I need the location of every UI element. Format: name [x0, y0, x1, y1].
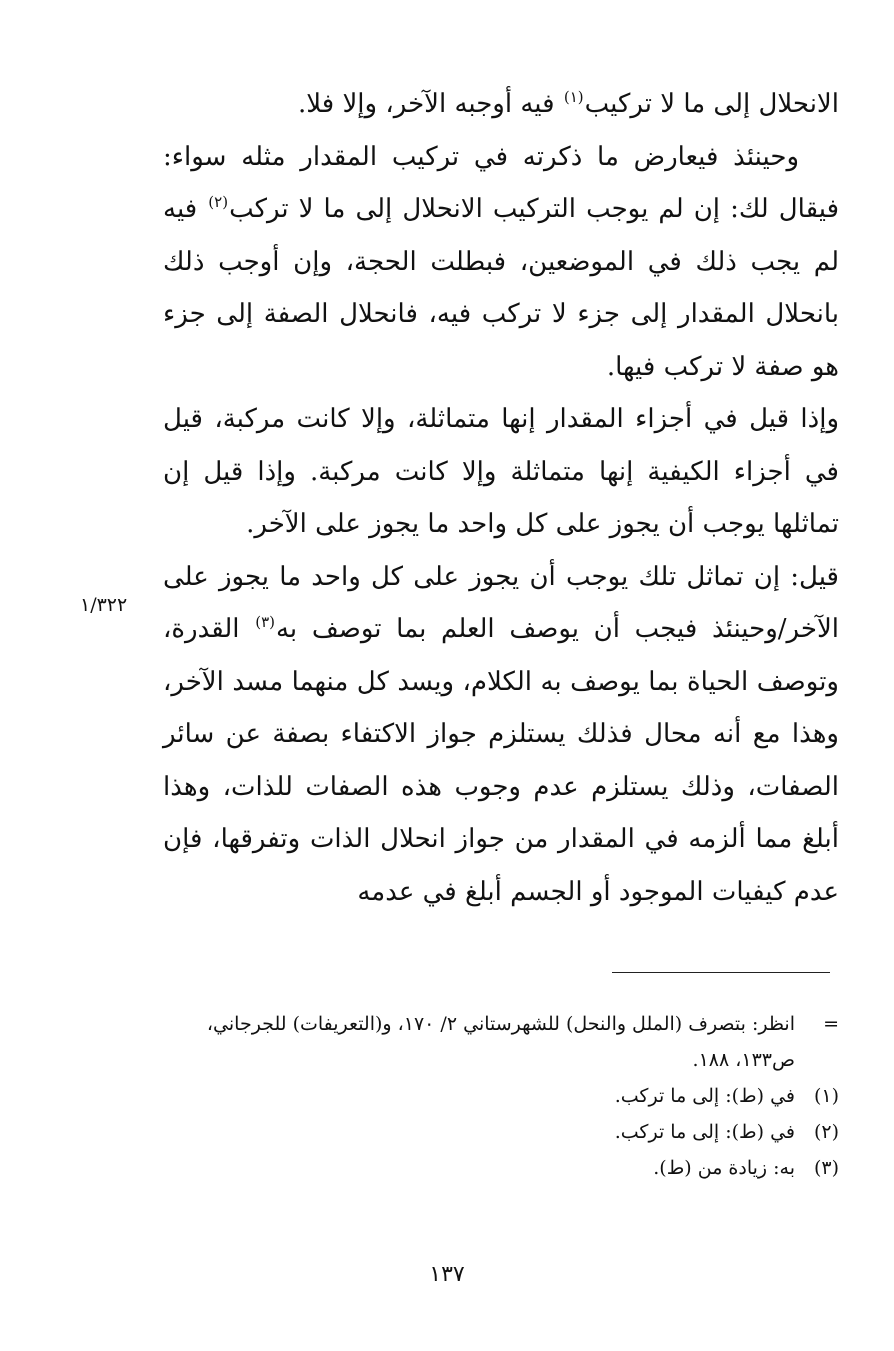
continuation-text: انظر: بتصرف (الملل والنحل) للشهرستاني ٢/ ١٧٠، و(التعريفات) للجرجاني، ص١٣٣، ١٨٨.	[206, 1013, 795, 1071]
paragraph-1-text: الانحلال إلى ما لا تركيب	[584, 89, 839, 119]
footnote-number: (٢)	[813, 1121, 839, 1143]
paragraph-2-text: وحينئذ فيعارض ما ذكرته في تركيب المقدار مثله سواء: فيقال لك: إن لم يوجب التركيب الانحلال إلى ما لا تركب	[163, 141, 840, 224]
main-text	[163, 78, 839, 918]
paragraph-2-text-cont: فيه لم يجب ذلك في الموضعين، فبطلت الحجة، وإن أوجب ذلك بانحلال المقدار إلى جزء لا تركب فيه، فانحلال الصفة إلى جزء هو صفة لا تركب فيها.	[163, 194, 839, 382]
paragraph-4-text: قيل: إن تماثل تلك يوجب أن يجوز على كل واحد ما يجوز على الآخر/وحينئذ فيجب أن يوصف العلم بما توصف به	[163, 561, 839, 644]
paragraph-2	[163, 131, 839, 394]
footnote-text: به: زيادة من (ط).	[653, 1157, 795, 1179]
footnote-ref-2[interactable]: (٢)	[208, 193, 229, 211]
footnote-3	[163, 1150, 839, 1186]
page-number: ١٣٧	[429, 1262, 465, 1287]
paragraph-3: وإذا قيل في أجزاء المقدار إنها متماثلة، وإلا كانت مركبة، قيل في أجزاء الكيفية إنها متماثلة وإلا كانت مركبة. وإذا قيل إن تماثلها يوجب أن يجوز على كل واحد ما يجوز على الآخر.	[163, 404, 839, 539]
footnote-1	[163, 1078, 839, 1114]
manuscript-folio-note: ١/٣٢٢	[80, 594, 128, 616]
footnote-number: (٣)	[813, 1157, 839, 1179]
footnote-text: في (ط): إلى ما تركب.	[614, 1121, 795, 1143]
footnote-continuation	[163, 1006, 839, 1078]
footnote-divider	[612, 972, 830, 973]
continuation-mark: =	[823, 1013, 839, 1035]
footnote-ref-3[interactable]: (٣)	[255, 613, 275, 631]
footnotes	[163, 1006, 839, 1186]
paragraph-1	[163, 78, 839, 131]
footnote-number: (١)	[813, 1085, 839, 1107]
footnote-2	[163, 1114, 839, 1150]
footnote-ref-1[interactable]: (١)	[563, 88, 584, 106]
paragraph-4-text-cont: القدرة، وتوصف الحياة بما يوصف به الكلام، ويسد كل منهما مسد الآخر، وهذا مع أنه محال فذلك يستلزم جواز الاكتفاء بصفة عن سائر الصفات، وذلك يستلزم عدم وجوب هذه الصفات للذات، وهذا أبلغ مما ألزمه في المقدار من جواز انحلال الذات وتفرقها، فإن عدم كيفيات الموجود أو الجسم أبلغ في عدمه	[163, 614, 839, 907]
paragraph-4	[163, 551, 839, 919]
paragraph-1-text-cont: فيه أوجبه الآخر، وإلا فلا.	[297, 89, 563, 119]
footnote-text: في (ط): إلى ما تركب.	[614, 1085, 795, 1107]
